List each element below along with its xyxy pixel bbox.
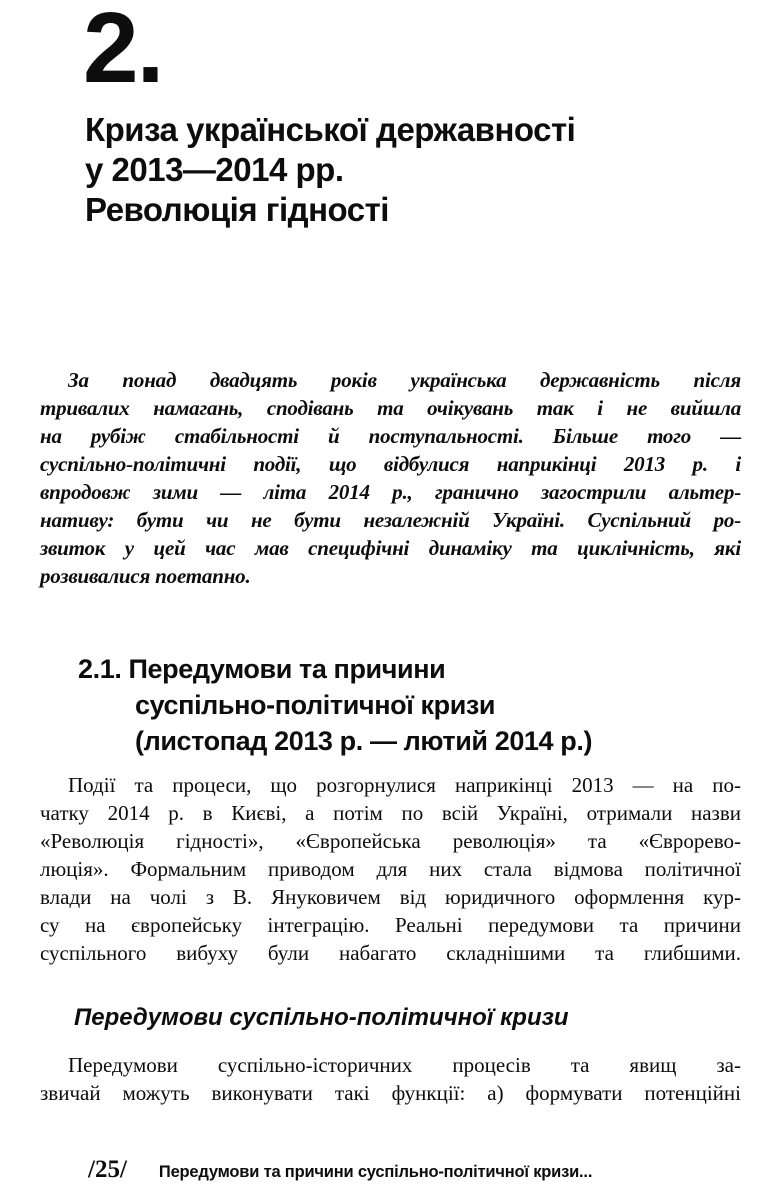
chapter-title-line: Революція гідності — [85, 191, 389, 228]
intro-paragraph — [40, 366, 741, 590]
section-heading-line: суспільно-політичної кризи — [135, 690, 496, 720]
intro-line: впродовж зими — літа 2014 р., гранично загострили альтер- — [40, 480, 741, 504]
body-line: Передумови суспільно-історичних процесів та явищ за- — [68, 1053, 741, 1077]
body-line: Події та процеси, що розгорнулися наприкінці 2013 — на по- — [68, 773, 741, 797]
body-line: «Революція гідності», «Європейська революція» та «Єврорево- — [40, 829, 741, 853]
body-line: люція». Формальним приводом для них стала відмова політичної — [40, 857, 741, 881]
running-title: Передумови та причини суспільно-політичної кризи... — [158, 1163, 593, 1181]
subsection-heading: Передумови суспільно-політичної кризи — [74, 1004, 569, 1031]
intro-line: За понад двадцять років українська державність після — [68, 368, 741, 392]
page-number: /25/ — [88, 1156, 127, 1183]
intro-line: звиток у цей час мав специфічні динаміку та циклічність, які — [40, 536, 741, 560]
chapter-title — [85, 110, 575, 230]
intro-line: суспільно-політичні події, що відбулися наприкінці 2013 р. і — [40, 452, 741, 476]
section-paragraph — [40, 771, 741, 967]
body-line: чатку 2014 р. в Києві, а потім по всій Україні, отримали назви — [40, 801, 741, 825]
body-line: влади на чолі з В. Януковичем від юридичного оформлення кур- — [40, 885, 741, 909]
subsection-paragraph — [40, 1051, 741, 1107]
body-line: суспільного вибуху були набагато складнішими та глибшими. — [40, 941, 741, 965]
chapter-title-line: Криза української державності — [85, 111, 576, 148]
intro-line: на рубіж стабільності й поступальності. Більше того — — [40, 424, 741, 448]
section-heading-line: (листопад 2013 р. — лютий 2014 р.) — [135, 726, 593, 756]
chapter-number: 2. — [83, 0, 163, 104]
section-heading — [78, 651, 592, 759]
intro-line: розвивалися поетапно. — [40, 564, 251, 588]
intro-line: тривалих намагань, сподівань та очікувань так і не вийшла — [40, 396, 741, 420]
intro-line: нативу: бути чи не бути незалежній Україні. Суспільний ро- — [40, 508, 741, 532]
body-line: звичай можуть виконувати такі функції: а) формувати потенційні — [40, 1081, 741, 1105]
body-line: су на європейську інтеграцію. Реальні передумови та причини — [40, 913, 741, 937]
page-footer — [88, 1156, 592, 1184]
section-heading-line: 2.1. Передумови та причини — [78, 654, 446, 684]
chapter-title-line: у 2013—2014 рр. — [85, 151, 344, 188]
